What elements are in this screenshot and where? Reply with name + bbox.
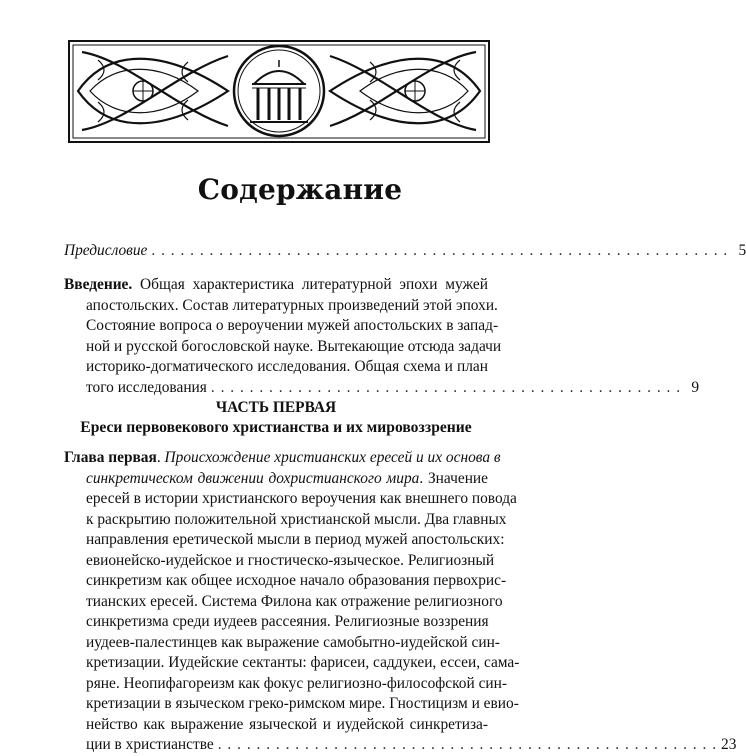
entry-line: апостольских. Состав литературных произведений этой эпохи. [86, 296, 498, 314]
page-title: Содержание [197, 173, 403, 206]
leader-dots: . . . . . . . . . . . . . . . . . . . . . . . . . . . . . . . . . . . . . . . . . . . . . . . . . . . . [217, 736, 718, 753]
part-label: ЧАСТЬ ПЕРВАЯ [215, 399, 337, 416]
entry-line: ряне. Неопифагореизм как фокус религиозно-философской син- [86, 674, 508, 692]
entry-lead: Введение. [64, 276, 133, 293]
entry-line: Введение. Общая характеристика литературной эпохи мужей [64, 276, 488, 293]
entry-lead: Глава первая [64, 449, 157, 466]
page-number: 23 [721, 736, 737, 753]
entry-line: ции в христианстве [86, 736, 214, 753]
toc-entry-introduction[interactable] [64, 275, 700, 398]
entry-line: к раскрытию положительной христианской мысли. Два главных [86, 510, 507, 528]
entry-line: ной и русской богословской науке. Вытекающие отсюда задачи [86, 337, 502, 355]
entry-line: синкретизма среди иудеев рассеяния. Религиозные воззрения [86, 613, 489, 630]
leader-dots: . . . . . . . . . . . . . . . . . . . . . . . . . . . . . . . . . . . . . . . . . . . . . . . . . . . . . . . . . . . . [151, 242, 729, 259]
entry-line: кретизации. Иудейские сектанты: фарисеи, саддукеи, ессеи, сама- [86, 654, 520, 671]
part-title: Ереси первовекового христианства и их мировоззрение [80, 419, 472, 436]
entry-line: тианских ересей. Система Филона как отражение религиозного [86, 592, 503, 610]
toc-entry-chapter-1[interactable] [64, 448, 737, 756]
entry-line: нейство как выражение языческой и иудейской синкретиза- [86, 715, 488, 733]
entry-line: направления еретической мысли в период мужей апостольских: [86, 531, 505, 548]
right-interlace-icon [330, 52, 480, 130]
toc-entry-preface[interactable] [64, 241, 746, 262]
entry-line: иудеев-палестинцев как выражение самобытно-иудейской син- [86, 633, 500, 651]
part-heading [64, 398, 488, 438]
left-interlace-icon [78, 52, 228, 130]
page-number: 5 [738, 242, 746, 259]
entry-line: историко-догматического исследования. Общая схема и план [86, 358, 488, 375]
entry-line: того исследования [86, 378, 207, 396]
entry-line: кретизации в языческом греко-римском мире. Гностицизм и евио- [86, 695, 519, 712]
rotunda-medallion-icon [234, 46, 324, 136]
preface-label: Предисловие [64, 242, 148, 259]
entry-line: Состояние вопроса о вероучении мужей апостольских в запад- [86, 317, 499, 334]
entry-line: ересей в истории христианского вероучения как внешнего повода [86, 490, 517, 507]
entry-line: Глава первая. Происхождение христианских ересей и их основа в [64, 449, 501, 466]
page-number: 9 [691, 378, 700, 396]
entry-line: синкретическом движении дохристианского мира. Значение [86, 469, 488, 487]
ornamental-headpiece [68, 40, 490, 143]
leader-dots: . . . . . . . . . . . . . . . . . . . . . . . . . . . . . . . . . . . . . . . . . . . . . . . . . [210, 378, 682, 396]
entry-line: синкретизм как общее исходное начало образования первохрис- [86, 572, 507, 589]
entry-line: евионейско-иудейское и гностическо-языческое. Религиозный [86, 551, 495, 569]
